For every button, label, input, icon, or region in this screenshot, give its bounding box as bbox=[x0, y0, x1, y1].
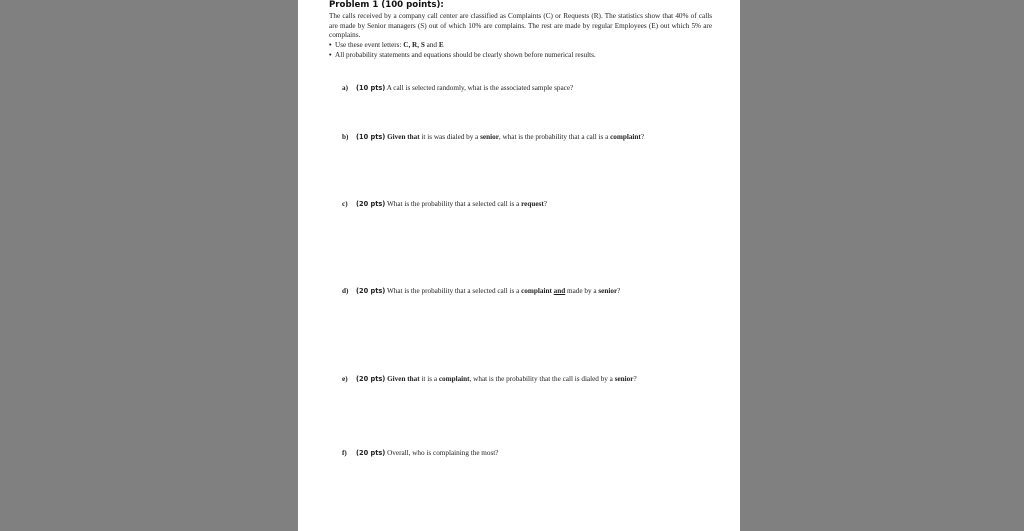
question-a: a) (10 pts) A call is selected randomly, what is the associated sample space? bbox=[342, 84, 574, 92]
intro-text: The calls received by a company call center are classified as Complaints (C) or Requests (R). The statistics show that 40% of calls are made by Senior managers (S) out of which 10% are complains. The rest are made by regular Employees (E) out which 5% are complains. bbox=[329, 12, 713, 40]
question-c: c) (20 pts) What is the probability that a selected call is a request? bbox=[342, 200, 547, 208]
bullet-probability-statements: • All probability statements and equations should be clearly shown before numerical results. bbox=[329, 50, 596, 59]
bullet-event-letters: • Use these event letters: C, R, S and E bbox=[329, 41, 444, 50]
document-page bbox=[298, 0, 740, 531]
question-b: b) (10 pts) Given that it is was dialed by a senior, what is the probability that a call is a complaint? bbox=[342, 133, 645, 141]
problem-intro bbox=[329, 12, 712, 61]
problem-title: Problem 1 (100 points): bbox=[329, 0, 444, 10]
question-f: f) (20 pts) Overall, who is complaining the most? bbox=[342, 449, 499, 457]
bullet-icon: • bbox=[329, 41, 332, 50]
question-e: e) (20 pts) Given that it is a complaint, what is the probability that the call is dialed by a senior? bbox=[342, 375, 637, 383]
bullet-icon: • bbox=[329, 50, 332, 59]
question-d: d) (20 pts) What is the probability that a selected call is a complaint and made by a senior? bbox=[342, 287, 621, 295]
